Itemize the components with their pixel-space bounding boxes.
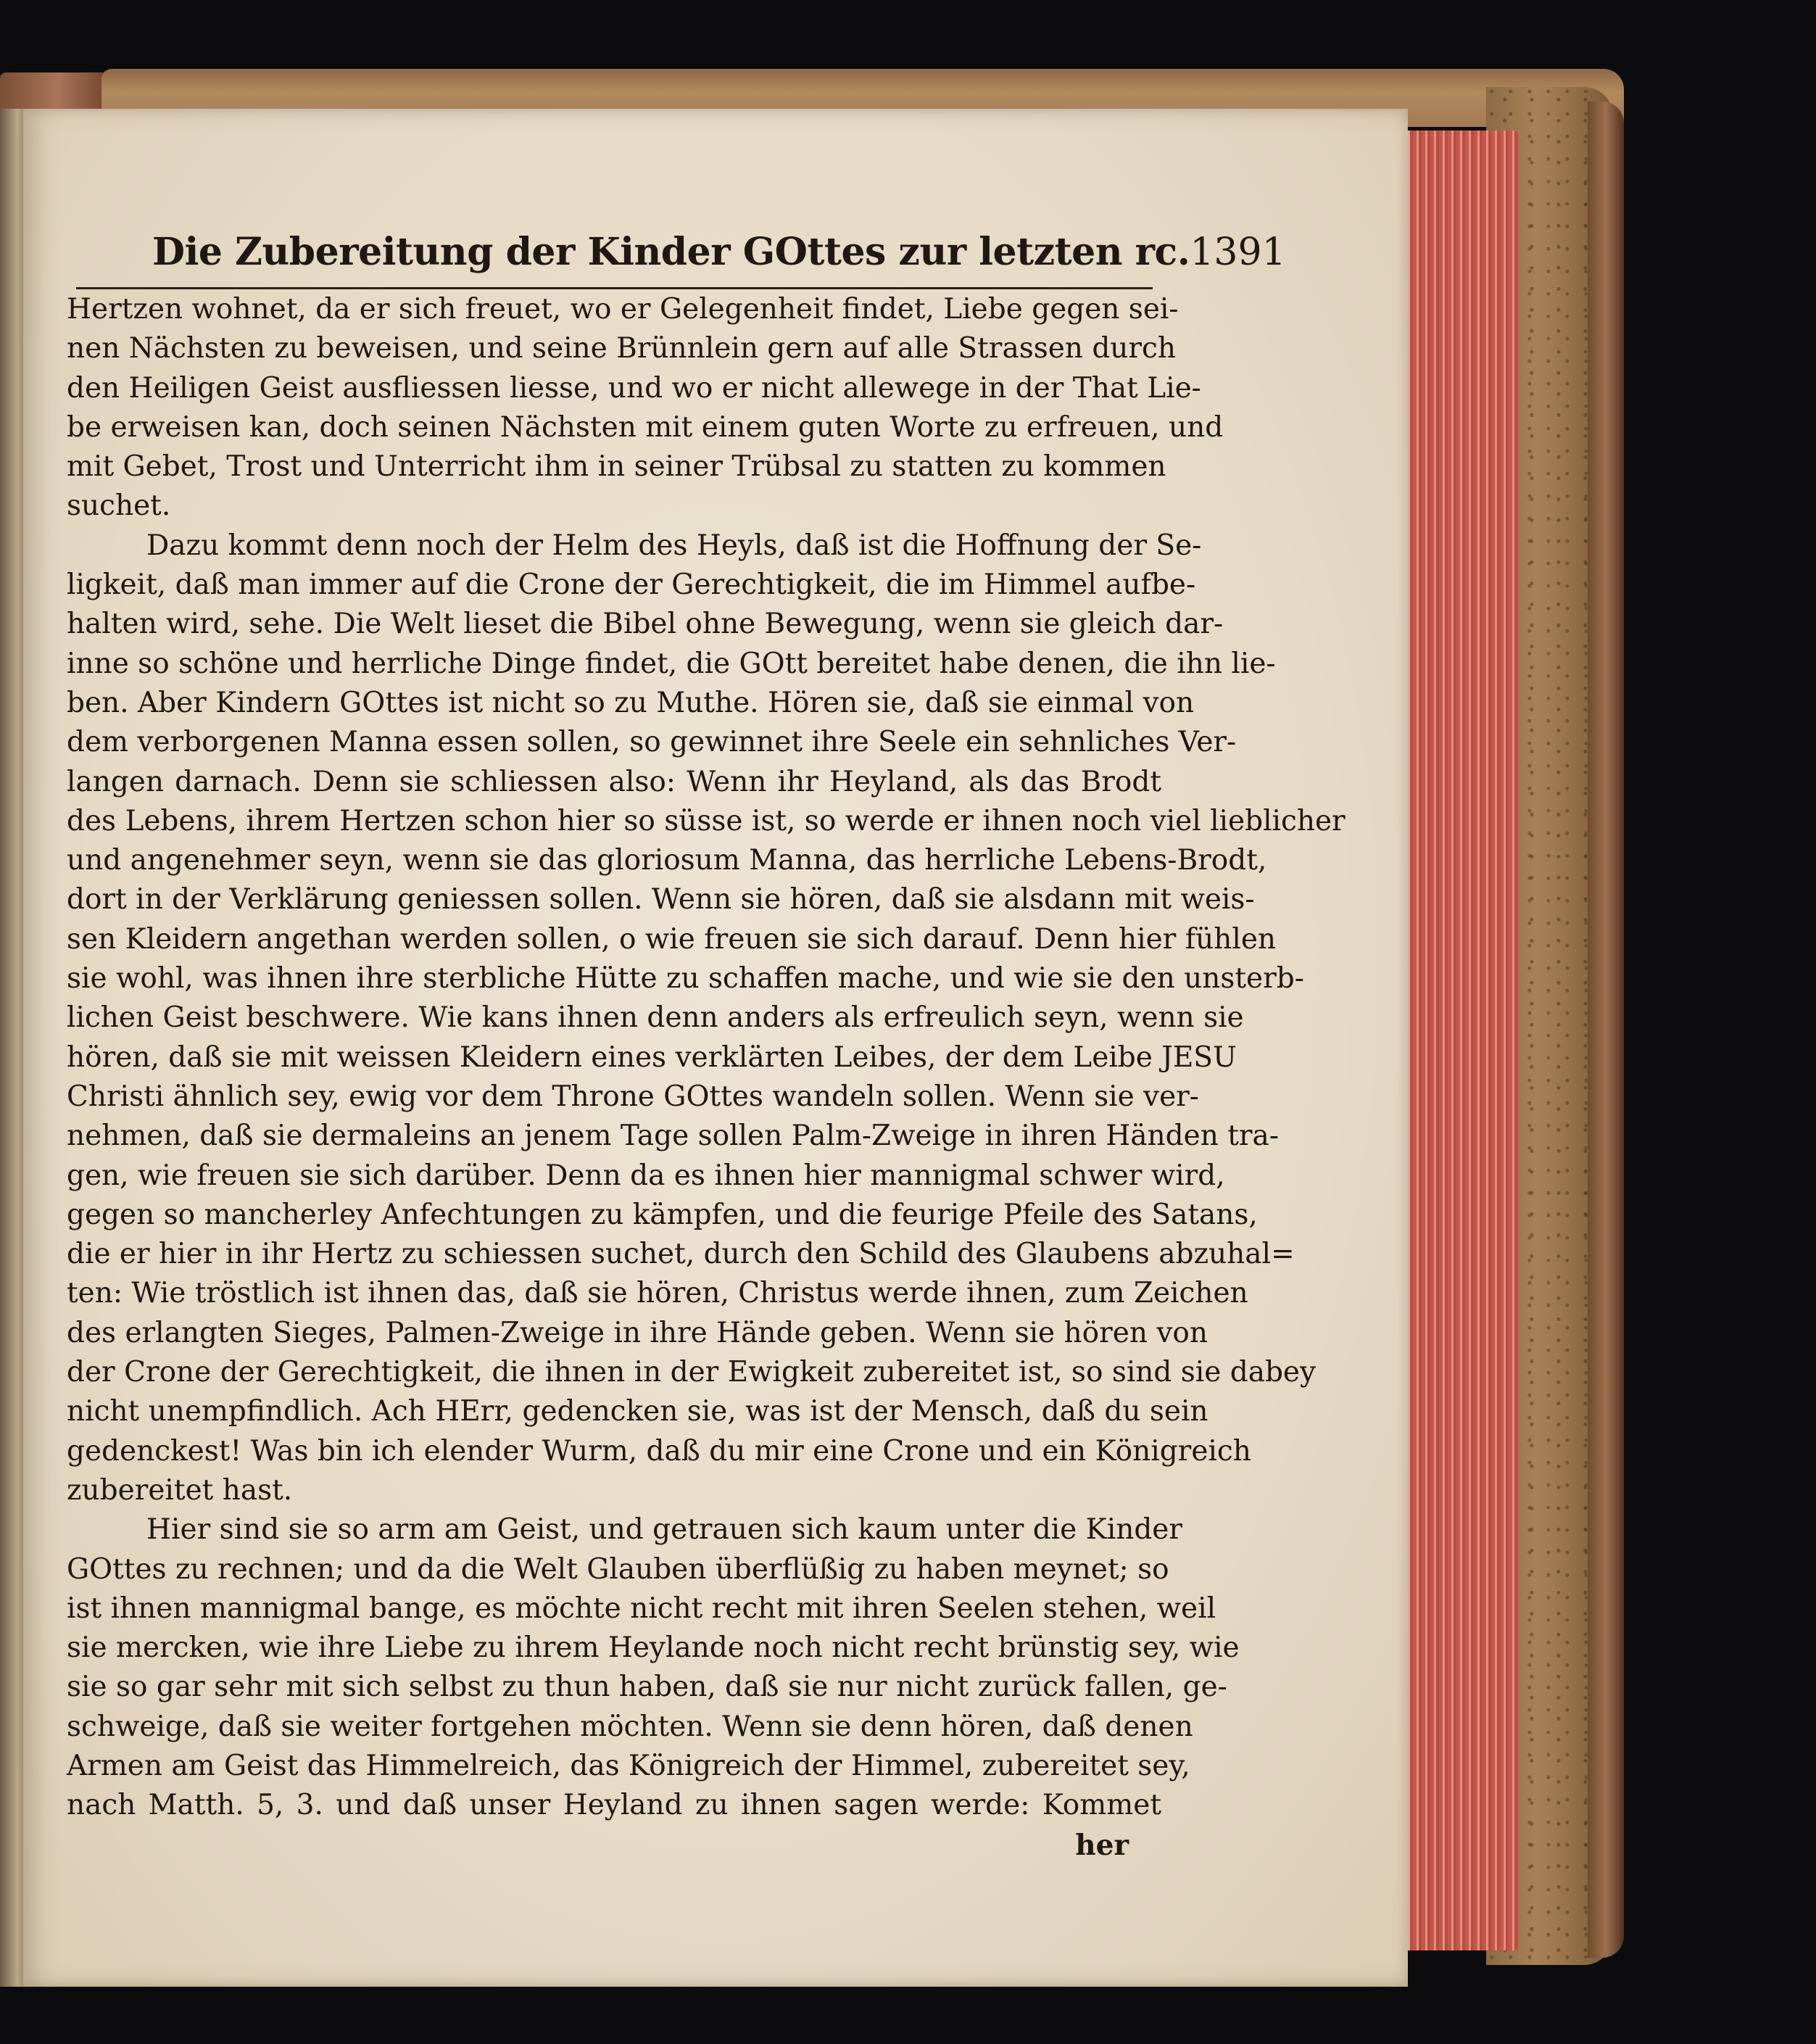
text-line: nach Matth. 5, 3. und daß unser Heyland zu ihnen sagen werde: Kommet [67,1789,1161,1822]
text-line: nehmen, daß sie dermaleins an jenem Tage sollen Palm-Zweige in ihren Händen tra- [67,1120,1279,1153]
text-line: sie so gar sehr mit sich selbst zu thun haben, daß sie nur nicht zurück fallen, ge- [67,1671,1227,1704]
text-line: nicht unempfindlich. Ach HErr, gedencken sie, was ist der Mensch, daß du sein [67,1395,1208,1428]
text-line: gegen so mancherley Anfechtungen zu kämpfen, und die feurige Pfeile des Satans, [67,1198,1258,1231]
text-line: des erlangten Sieges, Palmen-Zweige in ihre Hände geben. Wenn sie hören von [67,1316,1208,1349]
text-line: schweige, daß sie weiter fortgehen möchten. Wenn sie denn hören, daß denen [67,1710,1193,1743]
text-line: und angenehmer seyn, wenn sie das gloriosum Manna, das herrliche Lebens-Brodt, [67,844,1267,877]
text-line: sie mercken, wie ihre Liebe zu ihrem Heylande noch nicht recht brünstig sey, wie [67,1631,1240,1665]
text-line: langen darnach. Denn sie schliessen also: Wenn ihr Heyland, als das Brodt [67,765,1161,798]
text-line: nen Nächsten zu beweisen, und seine Brünnlein gern auf alle Strassen durch [67,332,1177,365]
header-rule [76,287,1153,289]
text-line: gen, wie freuen sie sich darüber. Denn da es ihnen hier mannigmal schwer wird, [67,1159,1225,1192]
text-line: ben. Aber Kindern GOttes ist nicht so zu Muthe. Hören sie, daß sie einmal von [67,686,1195,719]
text-line: den Heiligen Geist ausfliessen liesse, und wo er nicht allewege in der That Lie- [67,371,1201,405]
text-line: Dazu kommt denn noch der Helm des Heyls, daß ist die Hoffnung der Se- [146,529,1202,562]
text-line: dort in der Verklärung geniessen sollen. Wenn sie hören, daß sie alsdann mit weis- [67,883,1255,917]
text-line: der Crone der Gerechtigkeit, die ihnen in der Ewigkeit zubereitet ist, so sind sie dabey [67,1356,1317,1389]
running-title: Die Zubereitung der Kinder GOttes zur letzten rc. [152,230,1190,274]
text-line: ligkeit, daß man immer auf die Crone der Gerechtigkeit, die im Himmel aufbe- [67,568,1196,602]
text-line: dem verborgenen Manna essen sollen, so gewinnet ihre Seele ein sehnliches Ver- [67,726,1237,759]
body-text [67,290,1346,1865]
text-line: Christi ähnlich sey, ewig vor dem Throne GOttes wandeln sollen. Wenn sie ver- [67,1080,1199,1113]
text-line: suchet. [67,489,171,523]
cover-board-edge [1588,102,1624,1958]
text-line: halten wird, sehe. Die Welt lieset die Bibel ohne Bewegung, wenn sie gleich dar- [67,608,1224,641]
running-header [152,209,1286,274]
text-line: sen Kleidern angethan werden sollen, o wie freuen sie sich darauf. Denn hier fühlen [67,922,1277,956]
text-line: sie wohl, was ihnen ihre sterbliche Hütte zu schaffen mache, und wie sie den unsterb- [67,962,1304,996]
text-line: Hier sind sie so arm am Geist, und getrauen sich kaum unter die Kinder [146,1513,1183,1547]
text-line: Hertzen wohnet, da er sich freuet, wo er Gelegenheit findet, Liebe gegen sei- [67,293,1179,326]
text-line: gedenckest! Was bin ich elender Wurm, daß du mir eine Crone und ein Königreich [67,1434,1251,1468]
text-line: be erweisen kan, doch seinen Nächsten mit einem guten Worte zu erfreuen, und [67,410,1224,444]
text-line: des Lebens, ihrem Hertzen schon hier so süsse ist, so werde er ihnen noch viel lieblicher [67,804,1346,837]
text-line: inne so schöne und herrliche Dinge findet, die GOtt bereitet habe denen, die ihn lie- [67,647,1276,680]
red-page-edges [1396,131,1519,1950]
text-line: ten: Wie tröstlich ist ihnen das, daß sie hören, Christus werde ihnen, zum Zeichen [67,1277,1248,1310]
text-line: zubereitet hast. [67,1473,293,1507]
text-line: Armen am Geist das Himmelreich, das Königreich der Himmel, zubereitet sey, [67,1749,1190,1782]
text-line: hören, daß sie mit weissen Kleidern eines verklärten Leibes, der dem Leibe JESU [67,1040,1237,1074]
text-line: mit Gebet, Trost und Unterricht ihm in seiner Trübsal zu statten zu kommen [67,450,1166,484]
text-line: GOttes zu rechnen; und da die Welt Glauben überflüßig zu haben meynet; so [67,1552,1169,1586]
catchword: her [1075,1828,1129,1862]
text-line: lichen Geist beschwere. Wie kans ihnen denn anders als erfreulich seyn, wenn sie [67,1001,1244,1035]
text-line: die er hier in ihr Hertz zu schiessen suchet, durch den Schild des Glaubens abzuhal= [67,1238,1295,1271]
text-line: ist ihnen mannigmal bange, es möchte nicht recht mit ihren Seelen stehen, weil [67,1592,1216,1625]
page-number: 1391 [1190,231,1286,274]
